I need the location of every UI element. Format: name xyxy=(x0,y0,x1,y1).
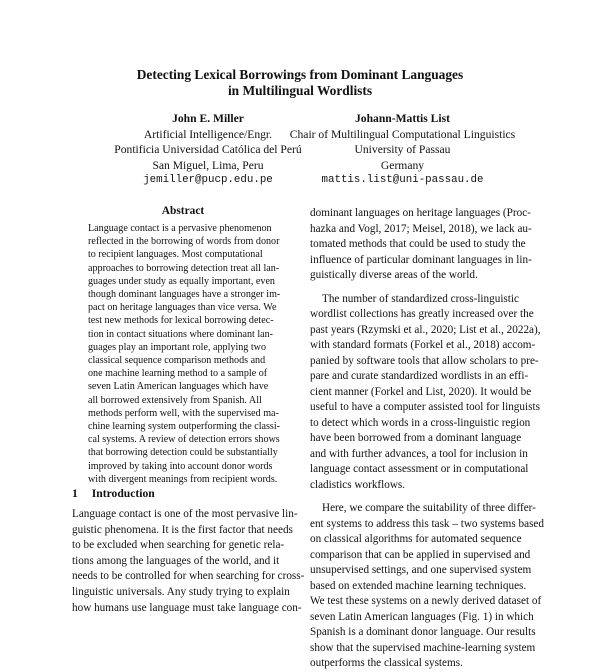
text-line: seven Latin American languages (Fig. 1) in which xyxy=(310,610,534,623)
text-line: all borrowed extensively from Spanish. All xyxy=(88,394,262,406)
text-line: have been borrowed from a dominant language xyxy=(310,432,522,444)
text-line: chine learning system outperforming the classi- xyxy=(88,421,281,433)
text-line: tomated methods that could be used to study the xyxy=(310,238,526,250)
author-affiliation: Chair of Multilingual Computational Linguistics xyxy=(289,127,516,141)
text-line: guistic phenomena. It is the first factor that needs xyxy=(72,523,293,536)
text-line: that borrowing detection could be substantially xyxy=(88,447,278,459)
text-line: guistically diverse areas of the world. xyxy=(310,269,478,281)
text-line: though dominant languages have a stronger im- xyxy=(88,289,281,301)
paragraph-gap xyxy=(310,284,542,292)
text-line: needs to be controlled for when searching for cross- xyxy=(72,570,305,583)
paragraph-continued xyxy=(310,206,542,284)
text-line: pact on heritage languages than vice versa. We xyxy=(88,302,277,314)
text-line: pare and curate standardized wordlists in an effi- xyxy=(310,370,529,382)
text-line: dominant languages on heritage languages (Proc- xyxy=(310,207,531,219)
section-heading xyxy=(72,487,155,500)
text-line: one machine learning method to a sample of xyxy=(88,368,268,380)
section-number: 1 xyxy=(72,487,78,500)
text-line: tion in contact situations where dominant lan- xyxy=(88,328,274,340)
author-affiliation: Artificial Intelligence/Engr. xyxy=(143,127,273,141)
text-line: wordlist collections has greatly increased over the xyxy=(310,308,534,320)
section-title: Introduction xyxy=(91,487,155,500)
text-line: Here, we compare the suitability of three differ- xyxy=(322,502,536,514)
author-email: mattis.list@uni-passau.de xyxy=(321,174,484,187)
text-line: Language contact is a pervasive phenomenon xyxy=(88,223,272,234)
author-institution: University of Passau xyxy=(354,143,451,157)
text-line: useful to have a computer assisted tool for linguists xyxy=(310,401,540,413)
author-name: Johann-Mattis List xyxy=(354,112,450,125)
text-line: on classical algorithms for automated sequence xyxy=(310,533,522,545)
paragraph-systems xyxy=(310,501,542,672)
intro-right-column xyxy=(310,206,542,672)
text-line: outperforms the classical systems. xyxy=(310,657,463,669)
text-line: reflected in the borrowing of words from donor xyxy=(88,236,280,248)
text-line: with divergent meanings from recipient words. xyxy=(88,473,278,485)
text-line: based on extended machine learning techniques. xyxy=(310,579,527,592)
title-line-2: in Multilingual Wordlists xyxy=(227,83,373,98)
author-location: San Miguel, Lima, Peru xyxy=(152,158,264,172)
text-line: ent systems to address this task – two systems based xyxy=(310,517,544,530)
text-line: to recipient languages. Most computational xyxy=(88,249,263,261)
text-line: linguistic universals. Any study trying to explain xyxy=(72,585,290,598)
text-line: influence of particular dominant languages in lin- xyxy=(310,253,532,266)
paragraph-wordlists xyxy=(310,292,542,494)
text-line: show that the supervised machine-learning system xyxy=(310,641,536,654)
author-block-list xyxy=(280,111,525,189)
author-location: Germany xyxy=(380,158,425,172)
text-line: language contact assessment or in computational xyxy=(310,463,529,475)
abstract-heading: Abstract xyxy=(161,205,205,217)
text-line: improved by taking into account donor words xyxy=(88,460,273,472)
text-line: classical sequence comparison methods and xyxy=(88,355,266,367)
paragraph-gap xyxy=(310,493,542,501)
text-line: Spanish is a dominant donor language. Our results xyxy=(310,626,536,638)
text-line: approaches to borrowing detection treat all lan- xyxy=(88,262,280,274)
text-line: seven Latin American languages which have xyxy=(88,381,269,393)
author-email: jemiller@pucp.edu.pe xyxy=(143,174,273,187)
text-line: tions among the languages of the world, and it xyxy=(72,554,280,567)
title-line-1: Detecting Lexical Borrowings from Dominant Languages xyxy=(136,67,464,82)
text-line: to be excluded when searching for genetic rela- xyxy=(72,539,285,552)
text-line: The number of standardized cross-linguistic xyxy=(322,292,519,305)
text-line: with standard formats (Forkel et al., 2018) accom- xyxy=(310,339,536,351)
text-line: hazka and Vogl, 2017; Meisel, 2018), we lack au- xyxy=(310,222,532,235)
text-line: cient manner (Forkel and List, 2020). It would be xyxy=(310,385,532,398)
text-line: past years (Rzymski et al., 2020; List et al., 2022a), xyxy=(310,323,541,336)
text-line: comparison that can be applied in supervised and xyxy=(310,548,531,561)
text-line: unsupervised settings, and one supervised system xyxy=(310,564,532,576)
text-line: panied by software tools that allow scholars to pre- xyxy=(310,354,539,367)
paper-title xyxy=(60,67,540,99)
text-line: test new methods for lexical borrowing detec- xyxy=(88,315,274,327)
text-line: We test these systems on a newly derived dataset of xyxy=(310,595,542,607)
text-line: cladistics workflows. xyxy=(310,478,406,491)
abstract-body xyxy=(88,222,284,486)
text-line: guages play an important role, applying two xyxy=(88,341,267,353)
text-line: Language contact is one of the most pervasive lin- xyxy=(72,508,298,520)
text-line: guages under study as equally important, even xyxy=(88,275,275,287)
text-line: cal systems. A review of detection errors shows xyxy=(88,434,280,446)
text-line: how humans use language must take language con- xyxy=(72,601,302,614)
author-name: John E. Miller xyxy=(172,112,244,125)
author-institution: Pontificia Universidad Católica del Perú xyxy=(114,143,302,157)
intro-left-column xyxy=(72,507,304,616)
text-line: and with further advances, a tool for inclusion in xyxy=(310,447,528,460)
text-line: methods perform well, with the supervised ma- xyxy=(88,407,279,419)
text-line: to detect which words in a cross-linguistic region xyxy=(310,416,531,429)
